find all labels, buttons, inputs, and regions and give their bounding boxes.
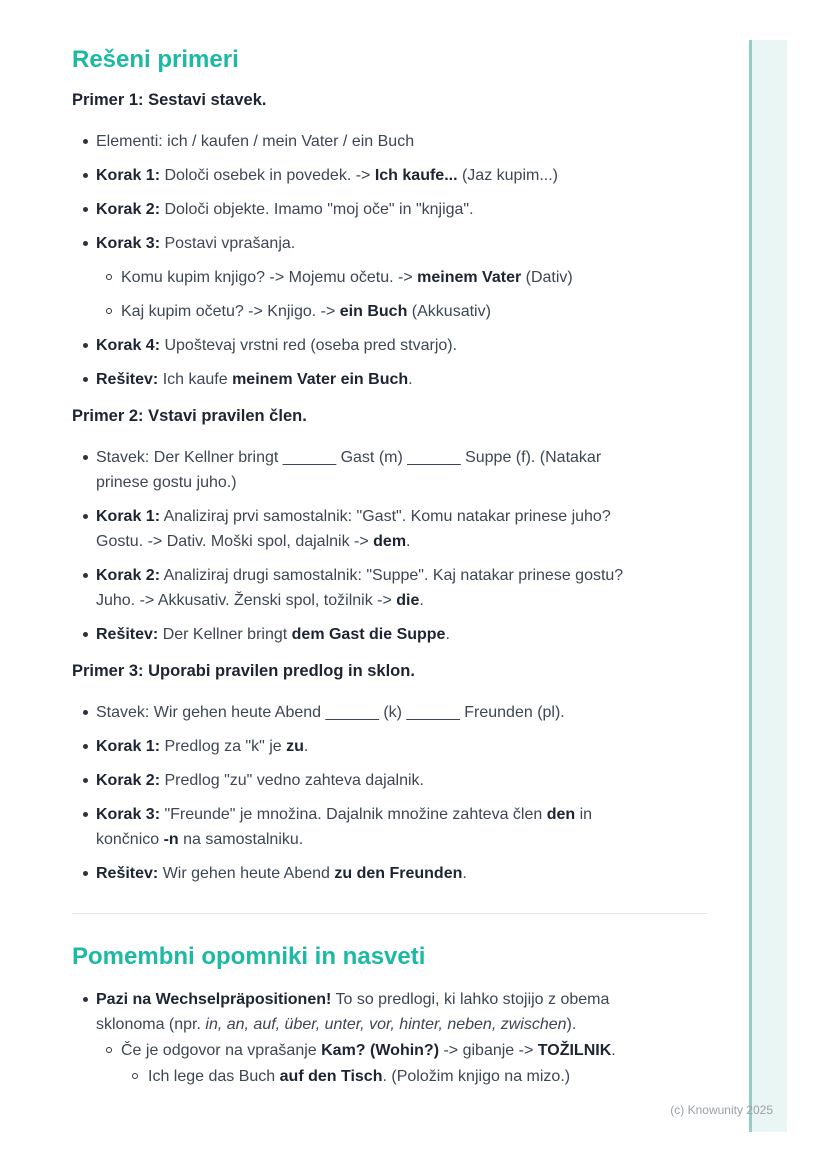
list-item-text bbox=[96, 133, 414, 150]
text-segment: Upoštevaj vrstni red (oseba pred stvarjo). bbox=[160, 337, 458, 354]
text-segment: "Freunde" je množina. Dajalnik množine zahteva člen bbox=[160, 806, 547, 823]
text-segment: (Dativ) bbox=[521, 269, 573, 286]
bullet-disc-icon bbox=[83, 139, 88, 144]
text-segment: (Akkusativ) bbox=[407, 303, 491, 320]
text-segment: Pazi na Wechselpräpositionen! bbox=[96, 991, 332, 1008]
text-segment: . bbox=[419, 592, 424, 609]
text-segment: dem Gast die Suppe bbox=[291, 626, 446, 643]
bullet-list bbox=[72, 700, 707, 886]
text-segment: Komu kupim knjigo? -> Mojemu očetu. -> bbox=[121, 269, 418, 286]
list-item bbox=[72, 802, 707, 852]
text-segment: Korak 1: bbox=[96, 167, 161, 184]
list-item bbox=[72, 197, 707, 222]
list-item-text bbox=[96, 991, 609, 1033]
bullet-circle-icon bbox=[106, 274, 112, 280]
example-heading: Primer 3: Uporabi pravilen predlog in sklon. bbox=[72, 662, 415, 680]
section-title: Pomembni opomniki in nasveti bbox=[72, 943, 426, 970]
list-item bbox=[72, 1064, 707, 1089]
text-segment: Korak 2: bbox=[96, 201, 161, 218]
bullet-disc-icon bbox=[83, 778, 88, 783]
text-segment: meinem Vater ein Buch bbox=[232, 371, 409, 388]
text-segment: . bbox=[445, 626, 450, 643]
text-segment: Gostu. -> Dativ. Moški spol, dajalnik -> bbox=[96, 533, 374, 550]
list-item bbox=[72, 333, 707, 358]
text-segment: Rešitev: bbox=[96, 371, 159, 388]
text-segment: Korak 4: bbox=[96, 337, 161, 354]
text-segment: TOŽILNIK bbox=[537, 1042, 612, 1059]
text-segment: . bbox=[611, 1042, 616, 1059]
list-item bbox=[72, 299, 707, 324]
list-item bbox=[72, 563, 707, 613]
list-item bbox=[72, 987, 707, 1037]
list-item-text bbox=[96, 449, 601, 491]
text-segment: Korak 2: bbox=[96, 567, 161, 584]
text-segment: Korak 1: bbox=[96, 508, 161, 525]
text-segment: Der Kellner bringt bbox=[158, 626, 292, 643]
text-segment: sklonoma (npr. bbox=[96, 1016, 206, 1033]
text-segment: -n bbox=[163, 831, 179, 848]
text-segment: To so predlogi, ki lahko stojijo z obema bbox=[331, 991, 610, 1008]
list-item bbox=[72, 700, 707, 725]
text-segment: . bbox=[462, 865, 467, 882]
bullet-disc-icon bbox=[83, 710, 88, 715]
bullet-disc-icon bbox=[83, 207, 88, 212]
list-item bbox=[72, 445, 707, 495]
text-segment: končnico bbox=[96, 831, 164, 848]
text-segment: dem bbox=[373, 533, 407, 550]
bullet-disc-icon bbox=[83, 812, 88, 817]
text-segment: . bbox=[406, 533, 411, 550]
text-segment: Wir gehen heute Abend bbox=[158, 865, 335, 882]
text-segment: ein Buch bbox=[339, 303, 408, 320]
list-item bbox=[72, 622, 707, 647]
text-segment: na samostalniku. bbox=[178, 831, 304, 848]
text-segment: ). bbox=[566, 1016, 577, 1033]
list-item-text bbox=[96, 772, 424, 789]
text-segment: Korak 3: bbox=[96, 806, 161, 823]
list-item-text bbox=[96, 235, 295, 252]
list-item-text bbox=[96, 337, 457, 354]
list-item bbox=[72, 129, 707, 154]
text-segment: in, an, auf, über, unter, vor, hinter, neben, zwischen bbox=[205, 1016, 567, 1033]
text-segment: . bbox=[303, 738, 309, 755]
bullet-disc-icon bbox=[83, 377, 88, 382]
text-segment: zu den Freunden bbox=[334, 865, 463, 882]
list-item-text bbox=[121, 269, 573, 286]
text-segment: den bbox=[546, 806, 576, 823]
list-item bbox=[72, 163, 707, 188]
document-content bbox=[72, 45, 707, 1090]
list-item-text bbox=[96, 738, 308, 755]
bullet-disc-icon bbox=[83, 343, 88, 348]
bullet-list bbox=[72, 987, 707, 1089]
text-segment: Korak 2: bbox=[96, 772, 161, 789]
text-segment: Korak 1: bbox=[96, 738, 161, 755]
text-segment: Ich lege das Buch bbox=[148, 1068, 280, 1085]
list-item bbox=[72, 734, 707, 759]
text-segment: zu bbox=[286, 738, 304, 755]
list-item-text bbox=[96, 806, 592, 848]
example-heading: Primer 2: Vstavi pravilen člen. bbox=[72, 407, 307, 425]
text-segment: prinese gostu juho.) bbox=[96, 474, 237, 491]
list-item bbox=[72, 367, 707, 392]
right-accent-band bbox=[749, 40, 787, 1132]
text-segment: Ich kaufe... bbox=[374, 167, 458, 184]
list-item bbox=[72, 504, 707, 554]
bullet-disc-icon bbox=[83, 632, 88, 637]
text-segment: die bbox=[396, 592, 420, 609]
text-segment: Kaj kupim očetu? -> Knjigo. -> bbox=[121, 303, 340, 320]
text-segment: Elementi: ich / kaufen / mein Vater / ein Buch bbox=[96, 133, 415, 150]
list-item-text bbox=[96, 567, 623, 609]
bullet-circle-icon bbox=[132, 1073, 138, 1079]
text-segment: Če je odgovor na vprašanje bbox=[121, 1042, 322, 1059]
list-item-text bbox=[96, 371, 413, 388]
text-segment: Stavek: Der Kellner bringt ______ Gast (m) ______ Suppe (f). (Natakar bbox=[96, 449, 602, 466]
text-segment: in bbox=[575, 806, 593, 823]
text-segment: Rešitev: bbox=[96, 865, 159, 882]
list-item bbox=[72, 231, 707, 256]
example-heading: Primer 1: Sestavi stavek. bbox=[72, 91, 267, 109]
bullet-disc-icon bbox=[83, 241, 88, 246]
section-divider bbox=[72, 913, 707, 914]
text-segment: meinem Vater bbox=[417, 269, 522, 286]
bullet-circle-icon bbox=[106, 308, 112, 314]
bullet-circle-icon bbox=[106, 1047, 112, 1053]
bullet-disc-icon bbox=[83, 744, 88, 749]
list-item-text bbox=[121, 1042, 616, 1059]
list-item-text bbox=[96, 704, 565, 721]
text-segment: Postavi vprašanja. bbox=[160, 235, 296, 252]
text-segment: Rešitev: bbox=[96, 626, 159, 643]
text-segment: Analiziraj prvi samostalnik: "Gast". Komu natakar prinese juho? bbox=[160, 508, 611, 525]
list-item bbox=[72, 768, 707, 793]
list-item bbox=[72, 861, 707, 886]
list-item bbox=[72, 265, 707, 290]
text-segment: auf den Tisch bbox=[279, 1068, 383, 1085]
bullet-disc-icon bbox=[83, 173, 88, 178]
bullet-list bbox=[72, 129, 707, 392]
text-segment: Določi objekte. Imamo "moj oče" in "knjiga". bbox=[160, 201, 474, 218]
list-item-text bbox=[96, 508, 611, 550]
text-segment: Predlog za "k" je bbox=[160, 738, 287, 755]
text-segment: Juho. -> Akkusativ. Ženski spol, tožilnik -> bbox=[96, 592, 397, 609]
bullet-list bbox=[72, 445, 707, 647]
text-segment: Ich kaufe bbox=[158, 371, 233, 388]
bullet-disc-icon bbox=[83, 573, 88, 578]
section-title: Rešeni primeri bbox=[72, 46, 239, 73]
text-segment: . bbox=[408, 371, 413, 388]
bullet-disc-icon bbox=[83, 514, 88, 519]
list-item-text bbox=[96, 201, 474, 218]
list-item-text bbox=[121, 303, 491, 320]
text-segment: . (Položim knjigo na mizo.) bbox=[382, 1068, 571, 1085]
list-item-text bbox=[96, 865, 467, 882]
text-segment: (Jaz kupim...) bbox=[457, 167, 558, 184]
bullet-disc-icon bbox=[83, 997, 88, 1002]
bullet-disc-icon bbox=[83, 455, 88, 460]
list-item-text bbox=[96, 167, 558, 184]
list-item-text bbox=[96, 626, 450, 643]
list-item-text bbox=[148, 1068, 570, 1085]
text-segment: Stavek: Wir gehen heute Abend ______ (k) ______ Freunden (pl). bbox=[96, 704, 565, 721]
text-segment: Določi osebek in povedek. -> bbox=[160, 167, 375, 184]
list-item bbox=[72, 1038, 707, 1063]
text-segment: Kam? (Wohin?) bbox=[321, 1042, 440, 1059]
copyright-note: (c) Knowunity 2025 bbox=[670, 1103, 773, 1117]
text-segment: Predlog "zu" vedno zahteva dajalnik. bbox=[160, 772, 424, 789]
text-segment: -> gibanje -> bbox=[439, 1042, 538, 1059]
text-segment: Analiziraj drugi samostalnik: "Suppe". Kaj natakar prinese gostu? bbox=[160, 567, 624, 584]
bullet-disc-icon bbox=[83, 871, 88, 876]
text-segment: Korak 3: bbox=[96, 235, 161, 252]
